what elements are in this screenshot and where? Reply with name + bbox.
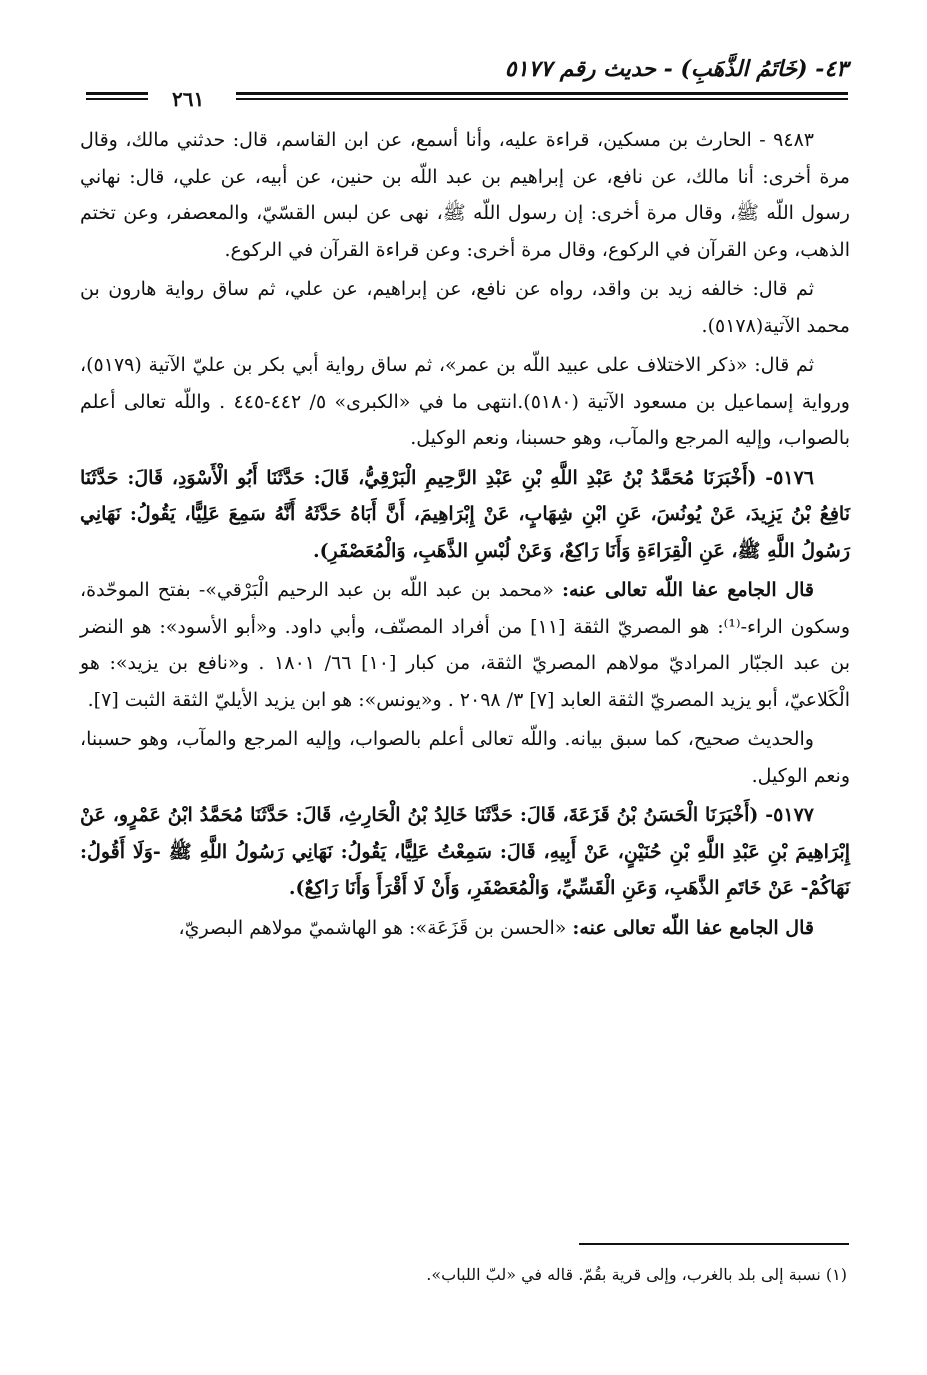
commentary-text: «الحسن بن قَزَعَة»: هو الهاشميّ مولاهم البصريّ، [178, 916, 573, 939]
hadith-paragraph: ٥١٧٦- (أَخْبَرَنَا مُحَمَّدُ بْنُ عَبْدِ اللَّهِ بْنِ عَبْدِ الرَّحِيمِ الْبَرْقِيُّ، قَالَ: حَدَّثَنَا أَبُو الْأَسْوَدِ، قَالَ: حَدَّثَنَا نَافِعُ بْنُ يَزِيدَ، عَنْ يُونُسَ، عَنِ ابْنِ شِهَابٍ، عَنْ إِبْرَاهِيمَ، أَنَّ أَبَاهُ حَدَّثَهُ أَنَّهُ سَمِعَ عَلِيًّا، يَقُولُ: نَهَانِي رَسُولُ اللَّهِ ﷺ، عَنِ الْقِرَاءَةِ وَأَنَا رَاكِعٌ، وَعَنْ لُبْسِ الذَّهَبِ، وَالْمُعَصْفَرِ). [80, 466, 850, 562]
header-rule [236, 92, 848, 103]
footnote: (١) نسبة إلى بلد بالغرب، وإلى قرية بقُمّ. قاله في «لبّ اللباب». [426, 1265, 847, 1284]
paragraph: والحديث صحيح، كما سبق بيانه. واللّه تعالى أعلم بالصواب، وإليه المرجع والمآب، وهو حسبنا، ونعم الوكيل. [80, 728, 850, 787]
header-rule-short [86, 92, 148, 103]
commentary-text: «محمد بن عبد اللّه بن عبد الرحيم الْبَرْقي»- بفتح الموحّدة، وسكون الراء-⁽¹⁾: هو المصريّ الثقة [١١] من أفراد المصنّف، وأبي داود. و«أبو الأسود»: هو النضر بن عبد الجبّار المراديّ مولاهم المصريّ الثقة، من كبار [١٠] ٦٦/ ١٨٠١ . و«نافع بن يزيد»: هو الْكَلاعيّ، أبو يزيد المصريّ الثقة العابد [٧] ٣/ ٢٠٩٨ . و«يونس»: هو ابن يزيد الأيليّ الثقة الثبت [٧]. [80, 579, 850, 711]
main-text [80, 122, 850, 949]
footnote-separator [579, 1243, 849, 1245]
commentary-paragraph [80, 572, 850, 718]
page-number: ٢٦١ [166, 87, 210, 111]
paragraph: ثم قال: خالفه زيد بن واقد، رواه عن نافع، عن إبراهيم، عن علي، ثم ساق رواية هارون بن محمد الآتية(٥١٧٨). [80, 278, 850, 337]
page-header [86, 52, 848, 112]
hadith-paragraph: ٥١٧٧- (أَخْبَرَنَا الْحَسَنُ بْنُ قَزَعَةَ، قَالَ: حَدَّثَنَا خَالِدُ بْنُ الْحَارِثِ، قَالَ: حَدَّثَنَا مُحَمَّدُ ابْنُ عَمْرٍو، عَنْ إِبْرَاهِيمَ بْنِ عَبْدِ اللَّهِ بْنِ حُنَيْنٍ، عَنْ أَبِيهِ، قَالَ: سَمِعْتُ عَلِيًّا، يَقُولُ: نَهَانِي رَسُولُ اللَّهِ ﷺ -وَلَا أَقُولُ: نَهَاكُمْ- عَنْ خَاتَمِ الذَّهَبِ، وَعَنِ الْقَسِّيِّ، وَالْمُعَصْفَرِ، وَأَنْ لَا أَقْرَأَ وَأَنَا رَاكِعٌ). [80, 804, 850, 899]
paragraph: ثم قال: «ذكر الاختلاف على عبيد اللّه بن عمر»، ثم ساق رواية أبي بكر بن عليّ الآتية (٥١٧٩)، ورواية إسماعيل بن مسعود الآتية (٥١٨٠).انتهى ما في «الكبرى» ٥/ ٤٤٢-٤٤٥ . واللّه تعالى أعلم بالصواب، وإليه المرجع والمآب، وهو حسبنا، ونعم الوكيل. [80, 354, 850, 449]
commentary-paragraph [80, 910, 850, 947]
chapter-title: ٤٣- (خَاتَمُ الذَّهَبِ) - حديث رقم ٥١٧٧ [504, 56, 848, 82]
paragraph: ٩٤٨٣ - الحارث بن مسكين، قراءة عليه، وأنا أسمع، عن ابن القاسم، قال: حدثني مالك، وقال مرة أخرى: أنا مالك، عن نافع، عن إبراهيم بن عبد اللّه بن حنين، عن أبيه، عن علي، قال: نهاني رسول اللّه ﷺ، وقال مرة أخرى: إن رسول اللّه ﷺ، نهى عن لبس القسّيّ، والمعصفر، وعن تختم الذهب، وعن القرآن في الركوع، وقال مرة أخرى: وعن قراءة القرآن في الركوع. [80, 129, 850, 261]
commentary-lead: قال الجامع عفا اللّه تعالى عنه: [561, 579, 815, 601]
commentary-lead: قال الجامع عفا اللّه تعالى عنه: [572, 916, 814, 939]
